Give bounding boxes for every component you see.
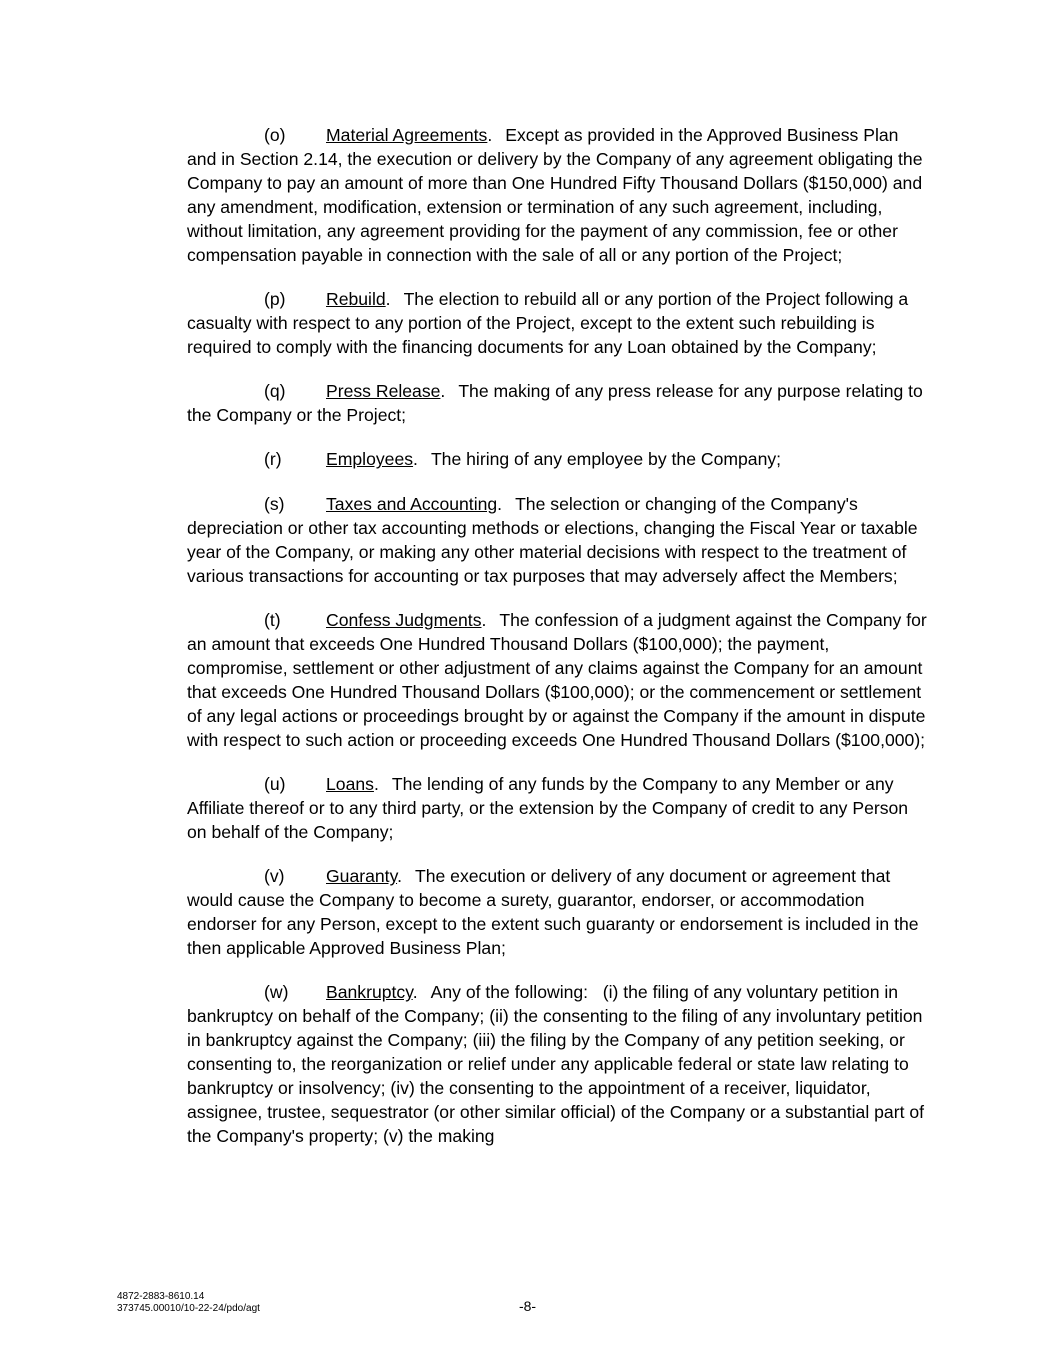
paragraph-label: (u)	[264, 773, 286, 794]
paragraph-heading: Press Release	[326, 381, 441, 402]
page-number: -8-	[518, 1298, 537, 1314]
paragraph-heading: Material Agreements	[326, 125, 488, 145]
paragraph-label: (o)	[264, 125, 286, 145]
paragraph-text: The confession of a judgment against the Company for an amount that exceeds One Hundred Thousand Dollars ($100,000); the payment, compromise, settlement or other adjustment of any claims against the Company for an amount that exceeds One Hundred Thousand Dollars ($100,000); or the commencement or settlement of any legal actions or proceedings brought by or against the Company if the amount in dispute with respect to such action or proceeding exceeds One Hundred Thousand Dollars ($100,000);	[187, 610, 927, 750]
paragraph-label: (w)	[264, 982, 289, 1003]
document-body	[187, 124, 932, 1169]
paragraph-heading: Guaranty	[326, 866, 398, 887]
paragraph-u: (u) Loans. The lending of any funds by the Company to any Member or any Affiliate thereof or to any third party, or the extension by the Company of credit to any Person on behalf of the Company;	[187, 773, 909, 842]
paragraph-s: (s) Taxes and Accounting. The selection or changing of the Company's depreciation or other tax accounting methods or elections, changing the Fiscal Year or taxable year of the Company, or making any other material decisions with respect to the treatment of various transactions for accounting or tax purposes that may adversely affect the Members;	[187, 493, 918, 586]
paragraph-heading: Confess Judgments	[326, 610, 482, 630]
paragraph-label: (s)	[264, 493, 285, 514]
paragraph-text: The election to rebuild all or any portion of the Project following a casualty with respect to any portion of the Project, except to the extent such rebuilding is required to comply with the financing documents for any Loan obtained by the Company;	[187, 288, 909, 357]
paragraph-v: (v) Guaranty. The execution or delivery of any document or agreement that would cause the Company to become a surety, guarantor, endorser, or accommodation endorser for any Person, except to the extent such guaranty or endorsement is included in the then applicable Approved Business Plan;	[187, 866, 919, 958]
paragraph-label: (v)	[264, 866, 285, 887]
paragraph-heading: Employees	[326, 449, 414, 470]
paragraph-text: The lending of any funds by the Company to any Member or any Affiliate thereof or to any third party, or the extension by the Company of credit to any Person on behalf of the Company;	[187, 773, 909, 842]
paragraph-text: The making of any press release for any purpose relating to the Company or the Project;	[187, 381, 923, 426]
footer-doc-ref: 373745.00010/10-22-24/pdo/agt	[117, 1303, 260, 1314]
paragraph-label: (r)	[264, 449, 282, 470]
paragraph-text: The selection or changing of the Company's depreciation or other tax accounting methods or elections, changing the Fiscal Year or taxable year of the Company, or making any other material decisions with respect to the treatment of various transactions for accounting or tax purposes that may adversely affect the Members;	[187, 493, 918, 586]
footer-doc-id: 4872-2883-8610.14	[117, 1291, 205, 1302]
paragraph-label: (t)	[264, 610, 281, 630]
paragraph-o: (o) Material Agreements. Except as provided in the Approved Business Plan and in Section 2.14, the execution or delivery by the Company of any agreement obligating the Company to pay an amount of more than One Hundred Fifty Thousand Dollars ($150,000) and any amendment, modification, extension or termination of any such agreement, including, without limitation, any agreement providing for the payment of any commission, fee or other compensation payable in connection with the sale of all or any portion of the Project;	[187, 125, 923, 265]
paragraph-text: Except as provided in the Approved Business Plan and in Section 2.14, the execution or delivery by the Company of any agreement obligating the Company to pay an amount of more than One Hundred Fifty Thousand Dollars ($150,000) and any amendment, modification, extension or termination of any such agreement, including, without limitation, any agreement providing for the payment of any commission, fee or other compensation payable in connection with the sale of all or any portion of the Project;	[187, 125, 923, 265]
paragraph-text: The hiring of any employee by the Company;	[430, 449, 782, 470]
paragraph-heading: Bankruptcy	[326, 982, 413, 1003]
paragraph-heading: Loans	[326, 773, 374, 794]
paragraph-text: The execution or delivery of any document or agreement that would cause the Company to become a surety, guarantor, endorser, or accommodation endorser for any Person, except to the extent such guaranty or endorsement is included in the then applicable Approved Business Plan;	[187, 866, 919, 958]
paragraph-label: (q)	[264, 381, 286, 402]
paragraph-heading: Taxes and Accounting	[326, 493, 498, 514]
paragraph-r: (r) Employees. The hiring of any employee by the Company;	[187, 448, 932, 472]
paragraph-heading: Rebuild	[326, 288, 386, 309]
paragraph-label: (p)	[264, 288, 286, 309]
paragraph-q: (q) Press Release. The making of any press release for any purpose relating to the Company or the Project;	[187, 381, 923, 426]
paragraph-text: Any of the following: (i) the filing of any voluntary petition in bankruptcy on behalf of the Company; (ii) the consenting to the filing of any involuntary petition in bankruptcy against the Company; (iii) the filing by the Company of any petition seeking, or consenting to, the reorganization or relief under any applicable federal or state law relating to bankruptcy or insolvency; (iv) the consenting to the appointment of a receiver, liquidator, assignee, trustee, sequestrator (or other similar official) of the Company or a substantial part of the Company's property; (v) the making	[187, 982, 929, 1146]
paragraph-p: (p) Rebuild. The election to rebuild all or any portion of the Project following a casualty with respect to any portion of the Project, except to the extent such rebuilding is required to comply with the financing documents for any Loan obtained by the Company;	[187, 288, 909, 357]
paragraph-t: (t) Confess Judgments. The confession of a judgment against the Company for an amount that exceeds One Hundred Thousand Dollars ($100,000); the payment, compromise, settlement or other adjustment of any claims against the Company for an amount that exceeds One Hundred Thousand Dollars ($100,000); or the commencement or settlement of any legal actions or proceedings brought by or against the Company if the amount in dispute with respect to such action or proceeding exceeds One Hundred Thousand Dollars ($100,000);	[187, 610, 927, 750]
paragraph-w: (w) Bankruptcy. Any of the following: (i) the filing of any voluntary petition in bankruptcy on behalf of the Company; (ii) the consenting to the filing of any involuntary petition in bankruptcy against the Company; (iii) the filing by the Company of any petition seeking, or consenting to, the reorganization or relief under any applicable federal or state law relating to bankruptcy or insolvency; (iv) the consenting to the appointment of a receiver, liquidator, assignee, trustee, sequestrator (or other similar official) of the Company or a substantial part of the Company's property; (v) the making	[187, 982, 929, 1146]
